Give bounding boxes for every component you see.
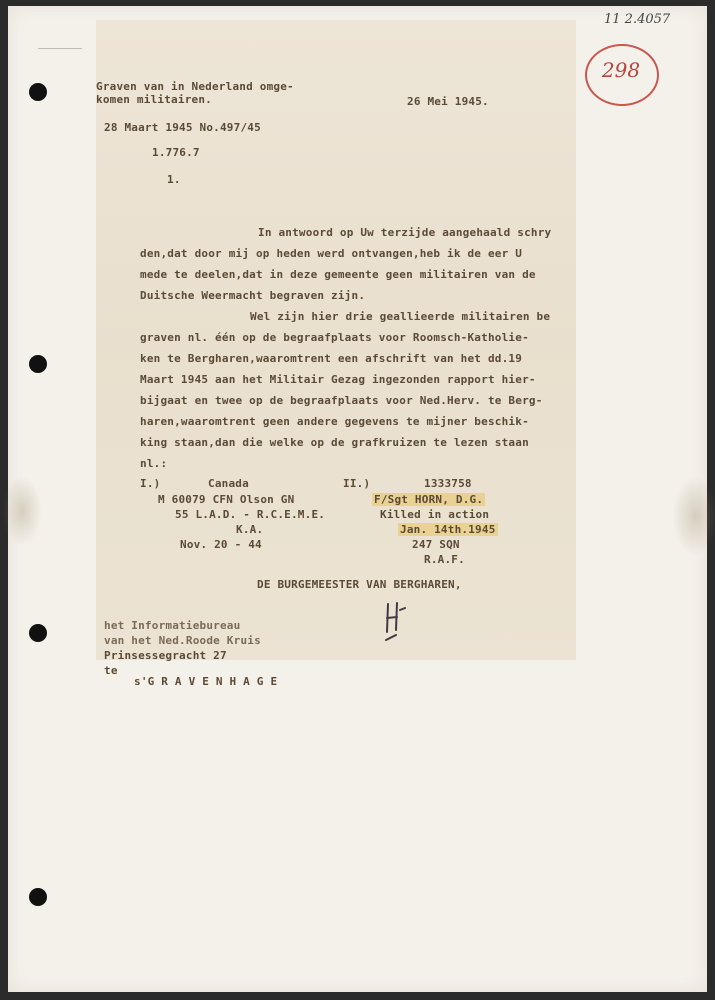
pencil-mark [38,48,82,49]
grave-2-line [372,493,485,506]
subject-line-2: komen militairen. [96,93,212,106]
body-line: den,dat door mij op heden werd ontvangen,heb ik de eer U [140,247,523,260]
body-line: Duitsche Weermacht begraven zijn. [140,289,366,302]
enclosures-count: 1. [167,173,181,186]
punch-hole-icon [29,888,47,906]
reference-number: 28 Maart 1945 No.497/45 [104,121,261,134]
body-line: haren,waaromtrent geen andere gegevens te mijner beschik- [140,415,529,428]
address-line: het Informatiebureau [104,619,241,632]
grave-1-line: Canada [208,477,249,490]
address-city: s'G R A V E N H A G E [134,675,278,688]
grave-1-line: 55 L.A.D. - R.C.E.M.E. [175,508,326,521]
body-line: Wel zijn hier drie geallieerde militairen be [250,310,551,323]
body-line: graven nl. één op de begraafplaats voor Roomsch-Katholie- [140,331,529,344]
body-line: king staan,dan die welke op de grafkruizen te lezen staan [140,436,529,449]
folio-number: 298 [601,58,641,82]
file-code: 1.776.7 [152,146,200,159]
grave-2-line [398,523,498,536]
grave-2-marker: II.) [343,477,371,490]
grave-2-line: R.A.F. [424,553,465,566]
grave-2-line: 1333758 [424,477,472,490]
grave-2-line: 247 SQN [412,538,460,551]
body-line: mede te deelen,dat in deze gemeente geen militairen van de [140,268,536,281]
punch-hole-icon [29,83,47,101]
document-page [8,6,707,992]
grave-1-line: M 60079 CFN Olson GN [158,493,295,506]
stain-right [672,476,715,556]
body-line: ken te Bergharen,waaromtrent een afschrift van het dd.19 [140,352,523,365]
grave-1-line: Nov. 20 - 44 [180,538,262,551]
archive-reference: 11 2.4057 [604,12,671,27]
punch-hole-icon [29,355,47,373]
grave-1-marker: I.) [140,477,161,490]
address-line: te [104,664,118,677]
grave-1-line: K.A. [236,523,264,536]
handwritten-initial-icon [382,602,406,644]
address-line: van het Ned.Roode Kruis [104,634,261,647]
stain-left [2,476,42,546]
letter-date: 26 Mei 1945. [407,95,489,108]
body-line: Maart 1945 aan het Militair Gezag ingezonden rapport hier- [140,373,536,386]
signature-block: DE BURGEMEESTER VAN BERGHAREN, [257,578,462,591]
highlighted-name: F/Sgt HORN, D.G. [374,493,484,506]
body-line: nl.: [140,457,168,470]
address-line: Prinsessegracht 27 [104,649,227,662]
body-line: In antwoord op Uw terzijde aangehaald schry [258,226,552,239]
subject-line-1: Graven van in Nederland omge- [96,80,294,93]
body-line: bijgaat en twee op de begraafplaats voor Ned.Herv. te Berg- [140,394,543,407]
punch-hole-icon [29,624,47,642]
highlighted-date: Jan. 14th.1945 [400,523,496,536]
grave-2-line: Killed in action [380,508,490,521]
